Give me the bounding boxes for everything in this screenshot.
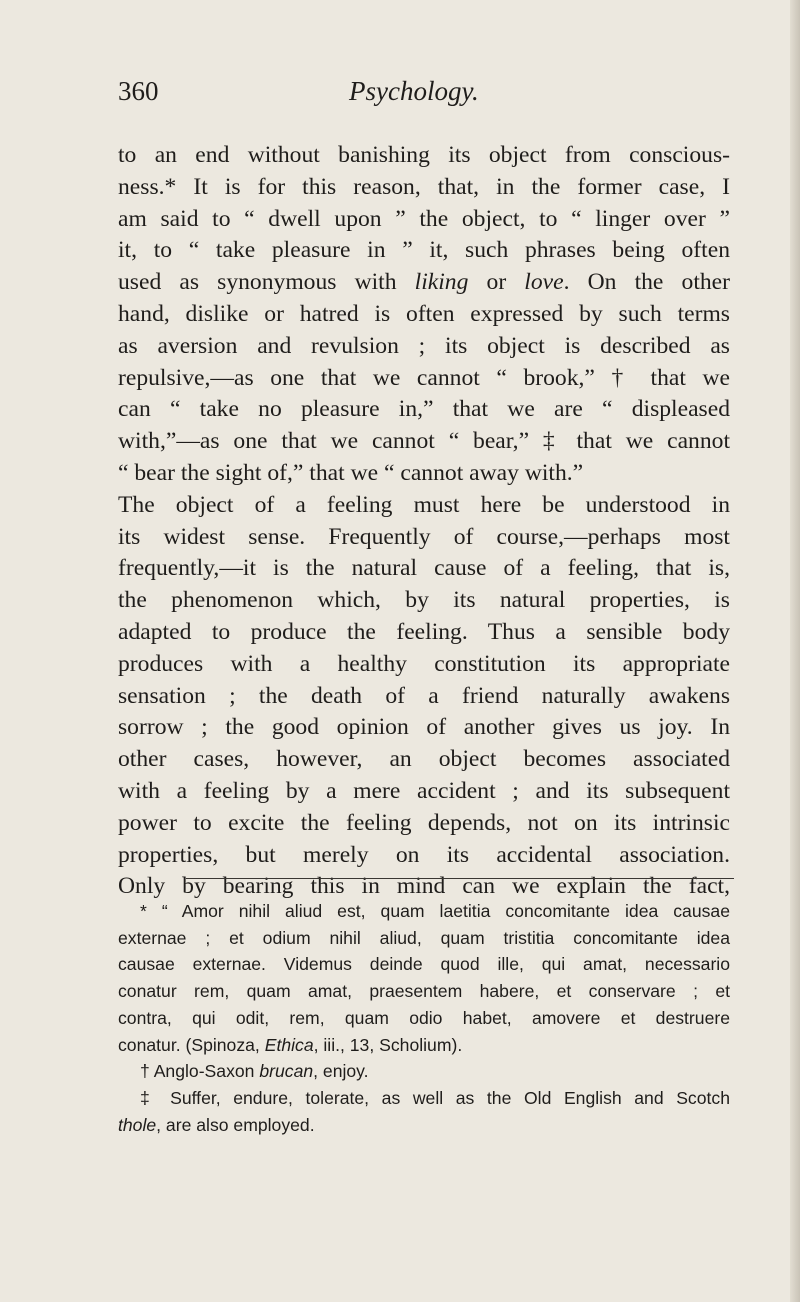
body-line: as aversion and revulsion ; its object is described as	[118, 332, 730, 359]
body-line: with a feeling by a mere accident ; and its subsequent	[118, 777, 730, 804]
body-line: adapted to produce the feeling. Thus a sensible body	[118, 618, 730, 645]
footnote-line: causae externae. Videmus deinde quod ille, qui amat, necessario	[118, 954, 730, 975]
running-head	[118, 76, 718, 116]
body-line: “ bear the sight of,” that we “ cannot away with.”	[118, 459, 584, 486]
running-title: Psychology.	[349, 76, 479, 106]
body-line: the phenomenon which, by its natural properties, is	[118, 587, 730, 614]
page-number: 360	[118, 76, 159, 106]
body-line: its widest sense. Frequently of course,—perhaps most	[118, 523, 730, 550]
body-line: hand, dislike or hatred is often expressed by such terms	[118, 300, 730, 327]
footnote-line: thole, are also employed.	[118, 1114, 315, 1135]
body-line: am said to “ dwell upon ” the object, to “ linger over ”	[118, 205, 730, 232]
footnotes	[118, 898, 730, 1138]
body-line: it, to “ take pleasure in ” it, such phrases being often	[118, 237, 730, 264]
body-line: with,”—as one that we cannot “ bear,” ‡ that we cannot	[118, 428, 730, 455]
footnote-line: † Anglo-Saxon brucan, enjoy.	[140, 1061, 369, 1082]
body-line: ness.* It is for this reason, that, in the former case, I	[118, 173, 730, 200]
body-line: used as synonymous with liking or love. On the other	[118, 269, 731, 296]
footnote-line: contra, qui odit, rem, quam odio habet, amovere et destruere	[118, 1007, 730, 1028]
body-text	[118, 140, 730, 903]
footnote-line: ‡ Suffer, endure, tolerate, as well as the Old English and Scotch	[140, 1087, 730, 1108]
body-line: properties, but merely on its accidental association.	[118, 841, 730, 868]
body-line: frequently,—it is the natural cause of a feeling, that is,	[118, 555, 730, 582]
page-edge-shadow	[790, 0, 800, 1302]
footnote-line: conatur rem, quam amat, praesentem habere, et conservare ; et	[118, 981, 730, 1002]
footnote-divider	[186, 878, 734, 879]
footnote-line: conatur. (Spinoza, Ethica, iii., 13, Scholium).	[118, 1034, 463, 1055]
body-line: Only by bearing this in mind can we explain the fact,	[118, 873, 730, 900]
body-line: power to excite the feeling depends, not on its intrinsic	[118, 809, 730, 836]
footnote-line: * “ Amor nihil aliud est, quam laetitia concomitante idea causae	[140, 901, 730, 921]
body-line: produces with a healthy constitution its appropriate	[118, 650, 730, 677]
body-line: sensation ; the death of a friend naturally awakens	[118, 682, 730, 709]
footnote-line: externae ; et odium nihil aliud, quam tristitia concomitante idea	[118, 927, 730, 948]
body-line: The object of a feeling must here be understood in	[118, 491, 730, 518]
body-line: to an end without banishing its object from conscious-	[118, 142, 730, 168]
body-line: other cases, however, an object becomes associated	[118, 746, 730, 773]
body-line: can “ take no pleasure in,” that we are “ displeased	[118, 396, 730, 423]
body-line: sorrow ; the good opinion of another gives us joy. In	[118, 714, 730, 741]
body-line: repulsive,—as one that we cannot “ brook,” † that we	[118, 364, 730, 391]
